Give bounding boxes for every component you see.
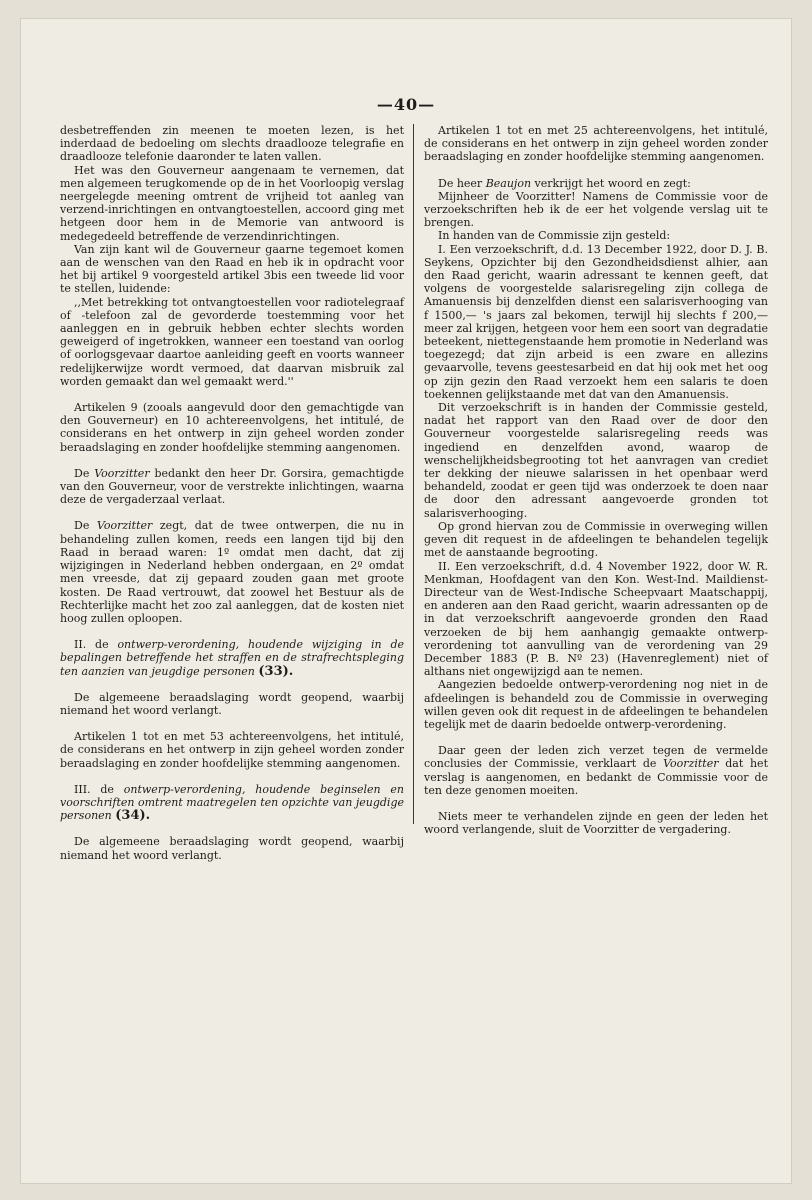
paragraph: desbetreffenden zin meenen te moeten lezen, is het inderdaad de bedoeling om slechts draadlooze telegrafie en draadlooze telefonie daaronder te laten vallen. [60,124,404,164]
agenda-item-34: III. de ontwerp-verordening, houdende beginselen en voorschriften omtrent maatregelen ten opzichte van jeugdige personen (34). [60,782,405,824]
paragraph: Niets meer te verhandelen zijnde en geen der leden het woord verlangende, sluit de Voorzitter de vergadering. [424,809,768,837]
paragraph: Het was den Gouverneur aangenaam te vernemen, dat men algemeen terugkomende op de in het Voorloopig verslag neergelegde meening omtrent de vrijheid tot aanleg van verzend-inrichtingen en ontvangtoestellen, accoord ging met hetgeen door hem in de Memorie van antwoord is medegedeeld betreffende de verzendinrichtingen. [60,163,404,243]
left-column [60,124,404,862]
page-number: —40— [376,95,436,114]
paragraph: Van zijn kant wil de Gouverneur gaarne tegemoet komen aan de wenschen van den Raad en heb ik in opdracht voor het bij artikel 9 voorgesteld artikel 3bis een tweede lid voor te stellen, luidende: [60,242,404,296]
paragraph: De Voorzitter zegt, dat de twee ontwerpen, die nu in behandeling zullen komen, reeds een langen tijd bij den Raad in beraad waren: 1º omdat men dacht, dat zij wijzigingen in Nederland hebben ondergaan, en 2º omdat men vreesde, dat zij gepaard zouden gaan met groote kosten. De Raad vertrouwt, dat zoowel het Bestuur als de Rechterlijke macht het zoo zal aanleggen, dat de kosten niet hoog zullen oploopen. [60,519,404,625]
paragraph: I. Een verzoekschrift, d.d. 13 December 1922, door D. J. B. Seykens, Opzichter bij den Gezondheidsdienst alhier, aan den Raad gericht, waarin adressant te kennen geeft, dat volgens de voorgestelde salarisregeling zijn collega de Amanuensis bij denzelfden dienst een salarisverhooging van f 1500,— 's jaars zal bekomen, terwijl hij slechts f 200,— meer zal krijgen, hetgeen voor hem een soort van degradatie beteekent, niettegenstaande hem promotie in Nederland was toegezegd; dat zijn arbeid is een zware en allezins gevaarvolle, tevens geestesarbeid en dat hij ook met het oog op zijn gezin den Raad verzoekt hem een salaris te doen toekennen gelijkstaande met dat van den Amanuensis. [424,242,768,401]
paragraph: Daar geen der leden zich verzet tegen de vermelde conclusies der Commissie, verklaart de Voorzitter dat het verslag is aangenomen, en bedankt de Commissie voor de ten deze genomen moeiten. [424,744,768,797]
right-column [424,124,768,836]
paragraph: Artikelen 1 tot en met 53 achtereenvolgens, het intitulé, de considerans en het ontwerp in zijn geheel worden zonder beraadslaging en zonder hoofdelijke stemming aangenomen. [60,730,404,770]
paragraph: De heer Beaujon verkrijgt het woord en zegt: [438,176,691,190]
paragraph: II. Een verzoekschrift, d.d. 4 November 1922, door W. R. Menkman, Hoofdagent van den Kon. West-Ind. Maildienst-Directeur van de West-Indische Scheepvaart Maatschappij, en anderen aan den Raad gericht, waarin adressanten op de in dat verzoekschrift aangevoerde gronden den Raad verzoeken de bij hem aanhangig gemaakte ontwerp-verordening tot aanvulling van de verordening van 29 December 1883 (P. B. Nº 23) (Havenreglement) niet of althans niet ongewijzigd aan te nemen. [424,559,768,679]
paragraph: Artikelen 9 (zooals aangevuld door den gemachtigde van den Gouverneur) en 10 achtereenvolgens, het intitulé, de considerans en het ontwerp in zijn geheel worden zonder beraadslaging en zonder hoofdelijke stemming aangenomen. [60,401,404,454]
paragraph: De algemeene beraadslaging wordt geopend, waarbij niemand het woord verlangt. [60,835,404,862]
paragraph: Op grond hiervan zou de Commissie in overweging willen geven dit request in de afdeelingen te behandelen tegelijk met de aanstaande begrooting. [424,519,768,560]
agenda-item-33: II. de ontwerp-verordening, houdende wijziging in de bepalingen betreffende het straffen en de strafrechtspleging ten aanzien van jeugdige personen (33). [60,638,405,679]
quote-paragraph: ,,Met betrekking tot ontvangtoestellen voor radiotelegraaf of -telefoon zal de gevorderde toestemming voor het aanleggen en in gebruik hebben echter slechts worden geweigerd of ingetrokken, wanneer een toestand van oorlog of oorlogsgevaar daartoe aanleiding geeft en voorts wanneer redelijkerwijze wordt vermoed, dat daarvan misbruik zal worden gemaakt dan wel gemaakt werd.'' [60,295,404,388]
column-divider [413,124,414,824]
paragraph: De Voorzitter bedankt den heer Dr. Gorsira, gemachtigde van den Gouverneur, voor de verstrekte inlichtingen, waarna deze de vergaderzaal verlaat. [60,466,405,507]
paragraph: In handen van de Commissie zijn gesteld: [438,229,671,243]
paragraph: Mijnheer de Voorzitter! Namens de Commissie voor de verzoekschriften heb ik de eer het volgende verslag uit te brengen. [424,189,768,230]
paragraph: De algemeene beraadslaging wordt geopend, waarbij niemand het woord verlangt. [60,690,404,717]
paragraph: Dit verzoekschrift is in handen der Commissie gesteld, nadat het rapport van den Raad over de door den Gouverneur voorgestelde salarisregeling reeds was ingediend en denzelfden avond, waarop de wenschelijkheidsbegrooting tot het aanvragen van crediet ter dekking der nieuwe salarissen in het openbaar werd behandeld, zoodat er geen tijd was onderzoek te doen naar de door den adressant aangevoerde gronden tot salarisverhooging. [424,401,768,520]
paragraph: Aangezien bedoelde ontwerp-verordening nog niet in de afdeelingen is behandeld zou de Commissie in overweging willen geven ook dit request in de afdeelingen te behandelen tegelijk met de daarin bedoelde ontwerp-verordening. [424,678,768,731]
paragraph: Artikelen 1 tot en met 25 achtereenvolgens, het intitulé, de considerans en het ontwerp in zijn geheel worden zonder beraadslaging en zonder hoofdelijke stemming aangenomen. [424,124,768,164]
